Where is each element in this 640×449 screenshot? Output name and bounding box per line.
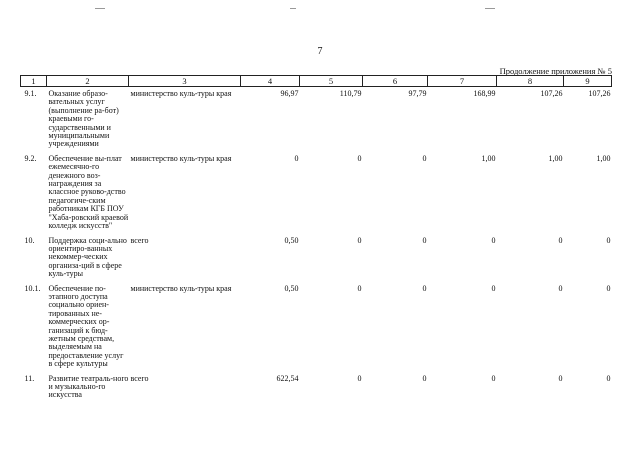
scan-mark — [290, 8, 296, 9]
appendix-note: Продолжение приложения № 5 — [499, 66, 612, 76]
row-value: 0 — [491, 235, 496, 245]
row-value: 0 — [357, 373, 362, 383]
row-value: 0 — [357, 283, 362, 293]
header-row — [21, 76, 612, 87]
row-name: Обеспечение вы-плат ежемесячно-го денежного воз-награждения за классное руково-дство педагогиче-ским работникам КГБ ПОУ "Хаба-ровский краевой колледж искусств" — [48, 153, 129, 231]
row-value: 0 — [606, 235, 611, 245]
row-value: 97,79 — [408, 89, 427, 98]
row-value: 0 — [422, 373, 427, 383]
scan-mark — [485, 8, 495, 9]
row-value: 0 — [422, 235, 427, 245]
row-value: 0 — [606, 283, 611, 293]
row-value: 1,00 — [481, 153, 496, 163]
column-header-9: 9 — [564, 76, 612, 87]
row-number: 10. — [24, 235, 35, 245]
row-name: Поддержка соци-ально ориентиро-ванных некоммер-ческих организа-ций в сфере куль-туры — [48, 235, 127, 279]
page-number: 7 — [317, 46, 323, 57]
row-responsible: министерство куль-туры края — [130, 153, 232, 163]
row-value: 622,54 — [276, 373, 299, 383]
row-value: 168,99 — [473, 89, 496, 98]
row-name: Обеспечение по-этапного доступа социально ориен-тированных не-коммерческих ор-ганизаций к бюд-жетным средствам, выделяемым на предоставление услуг в сфере культуры — [48, 283, 124, 369]
row-value: 0 — [558, 283, 563, 293]
row-value: 96,97 — [280, 89, 299, 98]
row-responsible: министерство куль-туры края — [130, 283, 232, 293]
row-value: 0 — [294, 153, 299, 163]
row-number: 9.2. — [24, 153, 37, 163]
row-value: 1,00 — [548, 153, 563, 163]
column-header-6: 6 — [363, 76, 428, 87]
table-row — [21, 234, 612, 282]
row-responsible: министерство куль-туры края — [130, 89, 232, 98]
row-value: 0 — [357, 235, 362, 245]
row-value: 0 — [491, 373, 496, 383]
row-number: 10.1. — [24, 283, 41, 293]
row-value: 0 — [422, 153, 427, 163]
row-value: 0 — [558, 373, 563, 383]
row-value: 0 — [558, 235, 563, 245]
row-name: Оказание образо-вательных услуг (выполнение ра-бот) краевыми го-сударственными и муниципальными учреждениями — [48, 89, 119, 149]
column-header-3: 3 — [129, 76, 241, 87]
row-responsible: всего — [130, 373, 149, 383]
column-header-4: 4 — [241, 76, 300, 87]
row-value: 0,50 — [284, 283, 299, 293]
scan-mark — [95, 8, 105, 9]
row-value: 0 — [606, 373, 611, 383]
row-value: 107,26 — [540, 89, 563, 98]
row-value: 107,26 — [588, 89, 611, 98]
row-number: 11. — [24, 373, 35, 383]
table-row — [21, 87, 612, 152]
row-value: 0 — [357, 153, 362, 163]
row-value: 0 — [491, 283, 496, 293]
row-value: 0,50 — [284, 235, 299, 245]
row-number: 9.1. — [24, 89, 37, 98]
row-name: Развитие театраль-ного и музыкально-го искусства — [48, 373, 129, 400]
table-row — [21, 282, 612, 372]
table-row — [21, 372, 612, 403]
column-header-1: 1 — [21, 76, 47, 87]
column-header-8: 8 — [497, 76, 564, 87]
column-header-2: 2 — [47, 76, 129, 87]
column-header-5: 5 — [300, 76, 363, 87]
table-row — [21, 152, 612, 234]
row-responsible: всего — [130, 235, 149, 245]
row-value: 0 — [422, 283, 427, 293]
row-value: 1,00 — [596, 153, 611, 163]
budget-table — [20, 75, 612, 403]
column-header-7: 7 — [428, 76, 497, 87]
row-value: 110,79 — [339, 89, 362, 98]
